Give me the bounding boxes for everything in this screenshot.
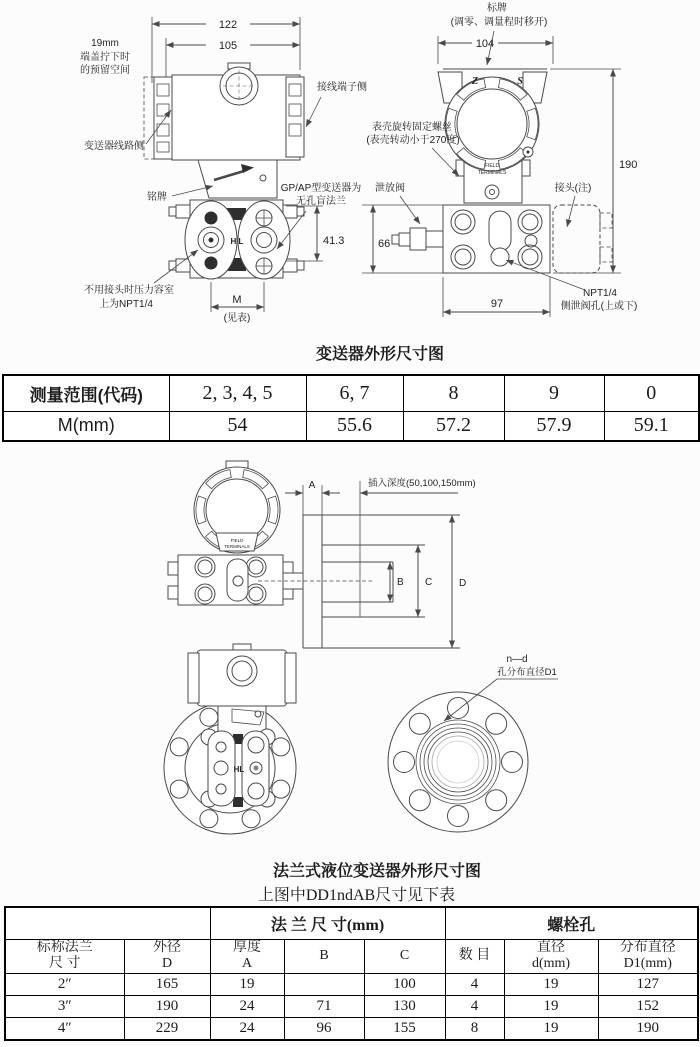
- group-header-flange-size: 法 兰 尺 寸(mm): [210, 907, 445, 939]
- measurement-range-table: [2, 374, 700, 442]
- cell: 130: [364, 995, 445, 1017]
- dim-a: A: [308, 480, 316, 491]
- dim-104: 104: [475, 38, 495, 50]
- dim-122: 122: [218, 19, 238, 31]
- cell: 100: [364, 973, 445, 995]
- header-line: D1(mm): [623, 956, 672, 971]
- cell: 19: [210, 973, 284, 995]
- group-header-empty: [5, 907, 210, 939]
- hole-circle-label: 孔分布直径D1: [497, 667, 557, 678]
- terminals-text: TERMINALS: [477, 170, 507, 176]
- gp-ap-label-1: GP/AP型变送器为: [280, 183, 362, 194]
- dim-41-3: 41.3: [323, 235, 345, 247]
- cell: 190: [124, 995, 210, 1017]
- header-line: D: [161, 956, 173, 971]
- reserved-space-label-3: 的预留空间: [80, 65, 130, 76]
- m-value-cell: 55.6: [306, 411, 403, 441]
- header-line: 尺 寸: [49, 956, 81, 971]
- col-header-b: B: [284, 939, 364, 973]
- circuit-side-label: 变送器线路侧: [84, 141, 144, 152]
- cell: 165: [124, 973, 210, 995]
- n-d-label: n—d: [506, 654, 528, 665]
- range-code-cell: 0: [604, 375, 699, 411]
- header-line: A: [241, 956, 253, 971]
- npt-label-1: NPT1/4: [583, 288, 617, 299]
- case-screw-label-2: (表壳转动小于270度): [366, 135, 460, 146]
- col-header-nominal: [5, 939, 124, 973]
- cell: 127: [598, 973, 698, 995]
- cell: 3″: [5, 995, 124, 1017]
- flange-transmitter-drawing: [0, 455, 700, 860]
- dim-105: 105: [218, 40, 238, 52]
- cell: 19: [504, 973, 598, 995]
- cell: 24: [210, 995, 284, 1017]
- flange-side-view: [168, 461, 476, 648]
- drawing-subtitle-flange: 上图中DD1ndAB尺寸见下表: [257, 887, 456, 904]
- dim-97: 97: [490, 298, 504, 310]
- header-line: 标称法兰: [36, 939, 93, 955]
- cell: 8: [445, 1017, 504, 1040]
- terminals-text: TERMINALS: [224, 544, 250, 549]
- range-code-cell: 9: [504, 375, 604, 411]
- cell: 4: [445, 973, 504, 995]
- dim-190: 190: [619, 159, 638, 171]
- cell: 96: [284, 1017, 364, 1040]
- m-value-cell: 57.9: [504, 411, 604, 441]
- m-value-cell: 54: [169, 411, 306, 441]
- cell: 19: [504, 995, 598, 1017]
- header-line: d(mm): [531, 956, 571, 971]
- col-header-od: [124, 939, 210, 973]
- hl-marking: H L: [230, 237, 244, 246]
- cell: 19: [504, 1017, 598, 1040]
- reserved-space-label-1: 19mm: [91, 38, 119, 49]
- dim-m: M: [232, 294, 242, 306]
- m-value-cell: 59.1: [604, 411, 699, 441]
- header-line: 外径: [153, 939, 181, 955]
- dim-c: C: [425, 577, 433, 588]
- table-row: [3, 375, 699, 411]
- npt-label-2: 侧泄阀孔(上或下): [560, 301, 638, 312]
- connector-note-label: 接头(注): [554, 183, 592, 194]
- gp-ap-label-2: 无孔盲法兰: [296, 196, 346, 207]
- range-header-cell: 测量范围(代码): [3, 375, 169, 411]
- cell: 229: [124, 1017, 210, 1040]
- col-header-c: C: [364, 939, 445, 973]
- see-table-note: (见表): [223, 313, 251, 324]
- flange-dimension-table: [4, 906, 699, 1041]
- header-line: 厚度: [233, 939, 261, 955]
- dim-66: 66: [378, 238, 391, 250]
- dim-d: D: [459, 578, 467, 589]
- case-screw-label-1: 表壳旋转固定螺丝: [372, 122, 452, 133]
- transmitter-outline-drawing: [0, 0, 700, 370]
- m-value-cell: 57.2: [403, 411, 504, 441]
- cell: 4″: [5, 1017, 124, 1040]
- front-view-drawing: [362, 1, 637, 317]
- field-text: FIELD: [230, 538, 244, 543]
- flange-face-view: [388, 654, 558, 832]
- cell: [284, 973, 364, 995]
- table-row: [5, 973, 698, 995]
- range-code-cell: 2, 3, 4, 5: [169, 375, 306, 411]
- no-connector-label-1: 不用接头时压力容室: [84, 285, 174, 296]
- zero-mark: Z: [471, 76, 479, 87]
- col-header-dist: [598, 939, 698, 973]
- table-row: [5, 1017, 698, 1040]
- terminal-side-label: 接线端子侧: [317, 82, 367, 93]
- reserved-space-label-2: 端盖拧下时: [80, 52, 130, 63]
- field-text: FIELD: [484, 163, 500, 169]
- cell: 155: [364, 1017, 445, 1040]
- no-connector-label-2: 上为NPT1/4: [99, 299, 153, 310]
- m-header-cell: M(mm): [3, 411, 169, 441]
- cell: 24: [210, 1017, 284, 1040]
- cell: 152: [598, 995, 698, 1017]
- header-line: 分布直径: [619, 939, 676, 955]
- drawing-title-flange: 法兰式液位变送器外形尺寸图: [272, 863, 481, 880]
- col-header-dia: [504, 939, 598, 973]
- col-header-thickness: [210, 939, 284, 973]
- table-row: [5, 907, 698, 939]
- insertion-depth-label: 插入深度(50,100,150mm): [368, 478, 476, 489]
- drain-valve-label: 泄放阀: [375, 183, 405, 194]
- cell: 190: [598, 1017, 698, 1040]
- range-code-cell: 8: [403, 375, 504, 411]
- hl-marking: HL: [233, 765, 245, 774]
- col-header-count: 数 目: [445, 939, 504, 973]
- flange-front-view: [164, 644, 296, 834]
- group-header-bolt-holes: 螺栓孔: [445, 907, 698, 939]
- nameplate-label: 铭牌: [147, 192, 167, 203]
- dim-b: B: [397, 577, 404, 588]
- table-row: [5, 995, 698, 1017]
- table-row: [3, 411, 699, 441]
- span-mark: S: [517, 76, 523, 87]
- tag-label-2: (调零、调量程时移开): [450, 17, 548, 28]
- drawing-title-transmitter: 变送器外形尺寸图: [315, 346, 444, 363]
- tag-label-1: 标牌: [487, 3, 507, 14]
- cell: 2″: [5, 973, 124, 995]
- side-view-drawing: [80, 17, 367, 324]
- cell: 4: [445, 995, 504, 1017]
- table-row: [5, 939, 698, 973]
- cell: 71: [284, 995, 364, 1017]
- range-code-cell: 6, 7: [306, 375, 403, 411]
- header-line: 直径: [537, 939, 565, 955]
